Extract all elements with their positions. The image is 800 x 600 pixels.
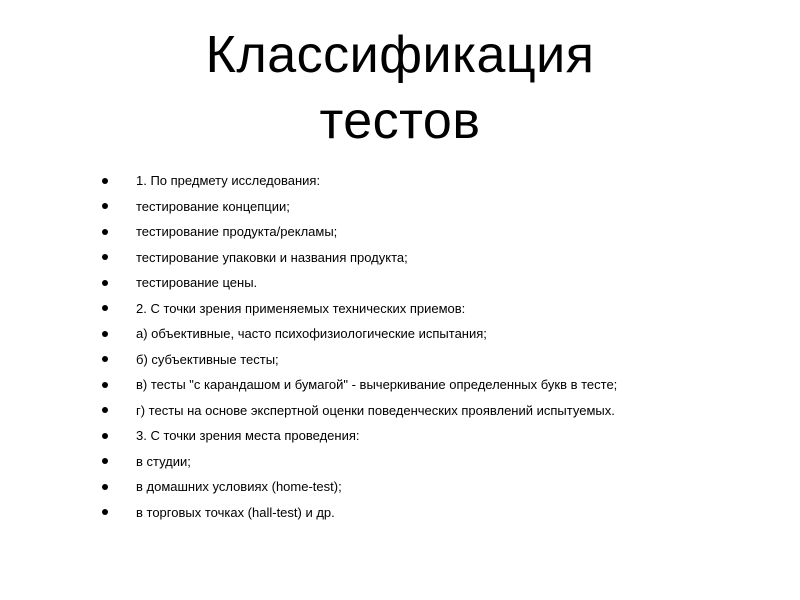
list-item [102,270,762,296]
bullet-icon [102,280,108,286]
bullet-icon [102,331,108,337]
list-item [102,398,762,424]
list-item [102,372,762,398]
list-item-text: тестирование концепции; [136,198,290,214]
list-item [102,194,762,220]
list-item-text: тестирование упаковки и названия продукта; [136,249,408,265]
list-item [102,168,762,194]
list-item-text: 1. По предмету исследования: [136,173,321,189]
list-item [102,423,762,449]
list-item [102,449,762,475]
slide-title [100,22,700,154]
bullet-icon [102,509,108,515]
list-item-text: в) тесты "с карандашом и бумагой" - вычеркивание определенных букв в тесте; [136,377,618,393]
bullet-icon [102,305,108,311]
title-line-2: тестов [319,92,481,150]
bullet-list [102,168,762,525]
list-item [102,347,762,373]
list-item-text: в торговых точках (hall-test) и др. [136,504,335,520]
list-item-text: тестирование цены. [136,275,258,291]
list-item-text: г) тесты на основе экспертной оценки поведенческих проявлений испытуемых. [136,402,615,418]
list-item-text: а) объективные, часто психофизиологические испытания; [136,326,487,342]
list-item-text: 2. С точки зрения применяемых технических приемов: [136,300,466,316]
list-item [102,474,762,500]
bullet-icon [102,382,108,388]
bullet-icon [102,356,108,362]
bullet-icon [102,254,108,260]
list-item-text: в студии; [136,453,191,469]
list-item [102,321,762,347]
list-item-text: б) субъективные тесты; [136,351,279,367]
bullet-icon [102,229,108,235]
bullet-icon [102,484,108,490]
list-item [102,219,762,245]
bullet-icon [102,407,108,413]
list-item-text: тестирование продукта/рекламы; [136,224,338,240]
list-item [102,296,762,322]
list-item [102,500,762,526]
bullet-icon [102,178,108,184]
list-item [102,245,762,271]
bullet-icon [102,458,108,464]
list-item-text: в домашних условиях (home-test); [136,479,342,495]
list-item-text: 3. С точки зрения места проведения: [136,428,360,444]
bullet-icon [102,203,108,209]
bullet-icon [102,433,108,439]
title-line-1: Классификация [205,26,595,84]
